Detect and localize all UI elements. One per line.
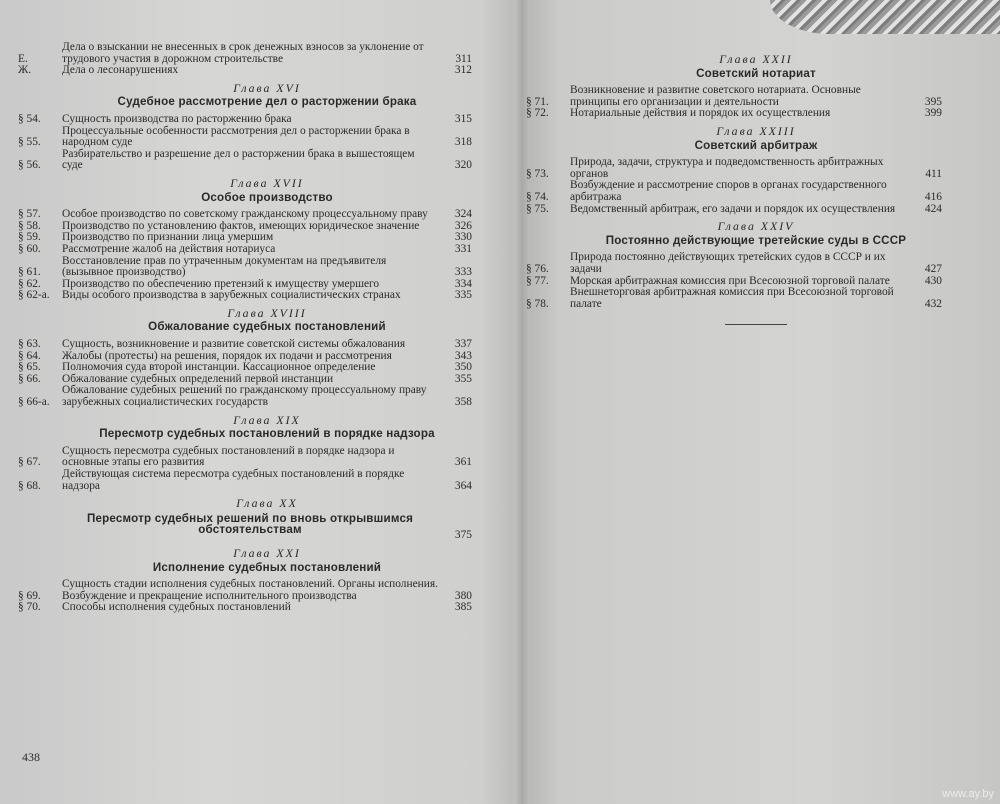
book-spine — [514, 0, 530, 804]
toc-entry — [18, 384, 472, 409]
entry-prefix-text: § 67. — [18, 456, 41, 469]
entry-prefix-text: § 57. — [18, 208, 41, 221]
entry-title: Обжалование судебных решений по гражданскому процессуальному праву зарубежных социалистических государств — [62, 384, 427, 409]
entry-title: Рассмотрение жалоб на действия нотариуса — [62, 242, 276, 255]
chapter-label: Глава XXIV — [717, 219, 795, 234]
background-cloth — [770, 0, 1000, 34]
entry-prefix-text: § 62-а. — [18, 289, 50, 302]
entry-title: Морская арбитражная комиссия при Всесоюзной торговой палате — [570, 274, 890, 287]
entry-page: 424 — [924, 202, 942, 215]
toc-entry — [18, 578, 472, 602]
entry-title: Способы исполнения судебных постановлений — [62, 601, 291, 614]
toc-entry — [18, 147, 472, 172]
entry-prefix-text: § 58. — [18, 219, 41, 232]
entry-prefix-text: § 62. — [18, 277, 41, 290]
entry-prefix-text: § 56. — [18, 159, 41, 172]
entry-title: Производство по установлению фактов, имеющих юридическое значение — [62, 219, 420, 232]
entry-page: 315 — [454, 112, 472, 125]
chapter-title: Судебное рассмотрение дел о расторжении брака — [117, 95, 417, 109]
entry-title: Полномочия суда второй инстанции. Кассационное определение — [62, 361, 376, 374]
chapter-label: Глава XIX — [233, 412, 301, 427]
entry-title: Процессуальные особенности рассмотрения дел о расторжении брака в народном суде — [62, 124, 410, 149]
entry-page: 432 — [924, 297, 942, 310]
chapter-title-row — [62, 511, 472, 542]
entry-prefix-text: § 72. — [526, 107, 549, 120]
entry-title: Производство по признании лица умершим — [62, 231, 274, 244]
chapter-label: Глава XXII — [719, 52, 793, 66]
chapter-page: 375 — [454, 529, 472, 542]
toc-entry — [526, 251, 942, 275]
entry-page: 311 — [455, 52, 472, 65]
toc-entry — [18, 41, 472, 65]
chapter-title: Обжалование судебных постановлений — [148, 320, 386, 334]
toc-entry — [526, 286, 942, 310]
toc-entry — [18, 289, 472, 302]
page-number: 438 — [22, 750, 40, 764]
left-toc-column — [18, 41, 472, 614]
chapter-label: Глава XXIII — [716, 123, 796, 138]
entry-page: 320 — [454, 159, 472, 172]
toc-entry — [18, 64, 472, 77]
entry-page: 331 — [454, 242, 472, 255]
entry-title: Сущность стадии исполнения судебных постановлений. Органы исполнения. Возбуждение и прекращение исполнительного производства — [62, 578, 438, 602]
entry-prefix-text: § 63. — [18, 338, 41, 351]
end-separator — [725, 324, 787, 325]
toc-entry — [18, 124, 472, 149]
chapter-title: Пересмотр судебных решений по вновь открывшимся обстоятельствам — [86, 511, 414, 537]
entry-prefix-text: § 77. — [526, 274, 549, 287]
entry-prefix-text: § 59. — [18, 231, 41, 244]
entry-prefix-text: § 68. — [18, 479, 41, 492]
entry-page: 380 — [454, 589, 472, 602]
entry-title: Ведомственный арбитраж, его задачи и порядок их осуществления — [570, 202, 896, 215]
entry-prefix-text: Ж. — [18, 64, 32, 77]
entry-page: 416 — [924, 190, 942, 203]
entry-title: Производство по обеспечению претензий к имуществу умершего — [62, 277, 380, 290]
entry-page: 411 — [925, 167, 942, 180]
entry-title: Возбуждение и рассмотрение споров в органах государственного арбитража — [570, 179, 887, 203]
entry-prefix-text: § 71. — [526, 95, 549, 108]
toc-entry — [18, 338, 472, 351]
entry-prefix-text: § 54. — [18, 112, 41, 125]
entry-title: Разбирательство и разрешение дел о расторжении брака в вышестоящем суде — [62, 147, 415, 172]
entry-title: Восстановление прав по утраченным документам на предъявителя (вызывное производство) — [62, 254, 387, 279]
entry-page: 399 — [924, 107, 942, 120]
entry-prefix-text: § 75. — [526, 202, 549, 215]
toc-entry — [526, 156, 942, 180]
entry-page: 335 — [454, 289, 472, 302]
entry-prefix-text: § 73. — [526, 167, 549, 180]
entry-page: 358 — [454, 396, 472, 409]
entry-page: 427 — [924, 262, 942, 275]
toc-chapters-left — [18, 80, 472, 614]
chapter-label: Глава XXI — [233, 545, 301, 560]
entry-prefix-text: § 55. — [18, 136, 41, 149]
entry-prefix-text: § 61. — [18, 266, 41, 279]
entry-prefix-text: § 60. — [18, 242, 41, 255]
entry-title: Сущность пересмотра судебных постановлений в порядке надзора и основные этапы его развития — [62, 444, 395, 469]
entry-page: 343 — [454, 349, 472, 362]
entry-page: 324 — [454, 208, 472, 221]
entry-title: Природа, задачи, структура и подведомственность арбитражных органов — [570, 156, 884, 180]
toc-chapters-right — [526, 52, 942, 310]
entry-page: 334 — [454, 277, 472, 290]
chapter-label: Глава XX — [236, 496, 298, 511]
entry-page: 312 — [454, 64, 472, 77]
entry-prefix-text: § 66-а. — [18, 396, 50, 409]
toc-entry — [18, 468, 472, 492]
toc-entry — [18, 208, 472, 221]
chapter-title: Советский арбитраж — [694, 138, 818, 152]
entry-page: 355 — [454, 372, 472, 385]
toc-entry — [526, 84, 942, 108]
entry-title: Жалобы (протесты) на решения, порядок их подачи и рассмотрения — [62, 349, 392, 362]
toc-entry — [18, 601, 472, 614]
entry-page: 330 — [454, 231, 472, 244]
entry-title: Действующая система пересмотра судебных постановлений в порядке надзора — [62, 468, 405, 492]
entry-title: Возникновение и развитие советского нотариата. Основные принципы его организации и деятельности — [570, 84, 861, 108]
chapter-title: Особое производство — [201, 190, 333, 204]
entry-title: Сущность, возникновение и развитие советской системы обжалования — [62, 338, 406, 351]
entry-prefix-text: § 69. — [18, 589, 41, 602]
watermark: www.ay.by — [942, 788, 994, 800]
chapter-title: Советский нотариат — [696, 66, 816, 80]
entry-page: 318 — [454, 136, 472, 149]
entry-page: 364 — [454, 479, 472, 492]
entry-prefix-text: § 65. — [18, 361, 41, 374]
entry-page: 326 — [454, 219, 472, 232]
entry-page: 350 — [454, 361, 472, 374]
entry-prefix-text: § 74. — [526, 190, 549, 203]
chapter-label: Глава XVI — [233, 80, 301, 95]
chapter-title: Постоянно действующие третейские суды в СССР — [605, 233, 907, 247]
toc-entry — [18, 242, 472, 256]
toc-entry — [18, 254, 472, 279]
entry-title: Виды особого производства в зарубежных социалистических странах — [62, 289, 401, 302]
entry-page: 337 — [454, 338, 472, 351]
entry-prefix-text: Е. — [18, 52, 28, 65]
entry-prefix-text: § 64. — [18, 349, 41, 362]
entry-title: Обжалование судебных определений первой инстанции — [62, 372, 334, 385]
right-toc-column — [526, 48, 942, 339]
chapter-title: Пересмотр судебных постановлений в порядке надзора — [99, 427, 435, 441]
chapter-title: Исполнение судебных постановлений — [152, 560, 382, 574]
entry-prefix-text: § 66. — [18, 372, 41, 385]
entry-title: Особое производство по советскому гражданскому процессуальному праву — [62, 208, 428, 221]
toc-entry — [526, 107, 942, 120]
entry-page: 333 — [454, 266, 472, 279]
entry-prefix-text: § 70. — [18, 601, 41, 614]
entry-page: 385 — [454, 601, 472, 614]
entry-title: Внешнеторговая арбитражная комиссия при Всесоюзной торговой палате — [570, 286, 894, 310]
entry-page: 430 — [924, 274, 942, 287]
entry-title: Дела о лесонарушениях — [62, 64, 179, 77]
entry-title: Дела о взыскании не внесенных в срок денежных взносов за уклонение от трудового участия в дорожном строительстве — [62, 41, 424, 65]
toc-entries-top — [18, 41, 472, 77]
chapter-label: Глава XVII — [230, 175, 304, 190]
toc-entry — [18, 444, 472, 469]
entry-prefix-text: § 76. — [526, 262, 549, 275]
toc-entry — [18, 112, 472, 126]
entry-title: Сущность производства по расторжению брака — [62, 112, 292, 125]
entry-title: Природа постоянно действующих третейских судов в СССР и их задачи — [570, 251, 886, 275]
entry-prefix-text: § 78. — [526, 297, 549, 310]
toc-entry — [526, 202, 942, 216]
entry-title: Нотариальные действия и порядок их осуществления — [570, 107, 831, 120]
entry-page: 395 — [924, 95, 942, 108]
entry-page: 361 — [454, 456, 472, 469]
toc-entry — [526, 179, 942, 203]
chapter-label: Глава XVIII — [227, 305, 307, 320]
